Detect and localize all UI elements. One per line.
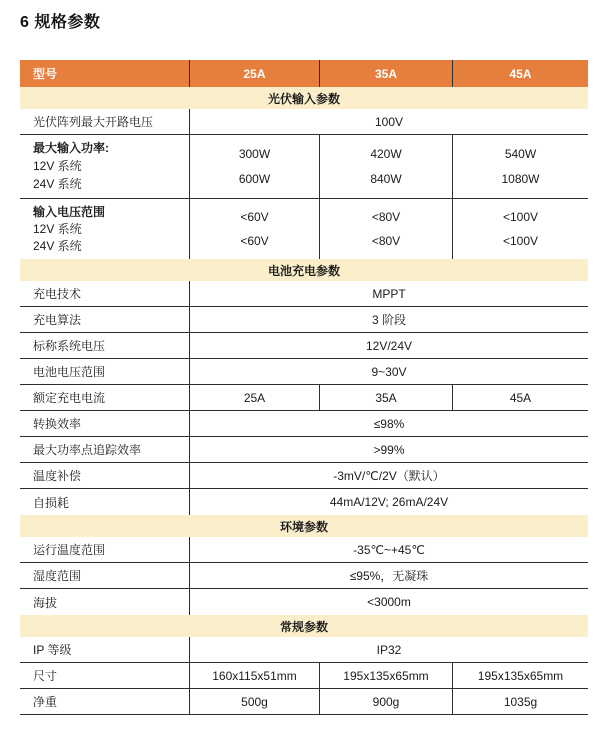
value-24v: 840W bbox=[370, 172, 402, 187]
section-band-general: 常规参数 bbox=[20, 615, 588, 637]
row-label: 充电算法 bbox=[20, 307, 190, 332]
row-value: MPPT bbox=[372, 286, 406, 301]
row-label: 标称系统电压 bbox=[20, 333, 190, 358]
row-label: 输入电压范围 bbox=[33, 205, 106, 219]
row-dimensions bbox=[20, 663, 588, 689]
row-value-45a: 1035g bbox=[503, 694, 538, 709]
row-value-35a: 900g bbox=[320, 689, 453, 714]
row-sublabel-24v: 24V 系统 bbox=[33, 177, 82, 191]
row-value: 100V bbox=[374, 114, 404, 129]
row-altitude bbox=[20, 589, 588, 615]
value-12v: 300W bbox=[238, 146, 271, 161]
value-24v: 1080W bbox=[501, 172, 540, 187]
row-value: IP32 bbox=[376, 642, 402, 657]
row-value: 9~30V bbox=[371, 364, 407, 379]
row-pv-max-open-circuit-voltage bbox=[20, 109, 588, 135]
row-battery-voltage-range bbox=[20, 359, 588, 385]
row-value-25a: 25A bbox=[190, 385, 320, 410]
row-values-45a bbox=[453, 135, 588, 198]
section-band-pv-input: 光伏输入参数 bbox=[20, 87, 588, 109]
row-label: 温度补偿 bbox=[20, 463, 190, 488]
row-value: ≤98% bbox=[373, 416, 405, 431]
row-value: -35℃~+45℃ bbox=[353, 542, 425, 557]
row-nominal-system-voltage bbox=[20, 333, 588, 359]
row-self-consumption bbox=[20, 489, 588, 515]
value-12v: 420W bbox=[370, 146, 402, 161]
row-charging-algorithm bbox=[20, 307, 588, 333]
section-band-environment: 环境参数 bbox=[20, 515, 588, 537]
row-ip-rating bbox=[20, 637, 588, 663]
row-input-voltage-range bbox=[20, 199, 588, 259]
value-24v: 600W bbox=[238, 172, 271, 187]
row-humidity-range bbox=[20, 563, 588, 589]
row-label: 转换效率 bbox=[20, 411, 190, 436]
row-label: 充电技术 bbox=[20, 281, 190, 306]
header-model-label: 型号 bbox=[20, 60, 190, 87]
spec-table bbox=[20, 60, 588, 715]
row-values-35a bbox=[320, 199, 453, 259]
row-label-group bbox=[20, 199, 190, 259]
row-sublabel-24v: 24V 系统 bbox=[33, 239, 82, 253]
row-rated-charging-current bbox=[20, 385, 588, 411]
row-values-45a bbox=[453, 199, 588, 259]
row-label: 湿度范围 bbox=[20, 563, 190, 588]
value-12v: <100V bbox=[502, 209, 539, 224]
row-label: IP 等级 bbox=[20, 637, 190, 662]
row-value-45a: 195x135x65mm bbox=[477, 668, 564, 683]
row-charging-technology bbox=[20, 281, 588, 307]
row-label: 最大功率点追踪效率 bbox=[20, 437, 190, 462]
row-operating-temperature-range bbox=[20, 537, 588, 563]
row-value: 3 阶段 bbox=[371, 313, 406, 327]
row-label: 尺寸 bbox=[20, 663, 190, 688]
row-values-25a bbox=[190, 135, 320, 198]
value-12v: <60V bbox=[240, 209, 269, 224]
row-label-group bbox=[20, 135, 190, 198]
row-value-25a: 500g bbox=[190, 689, 320, 714]
header-col-45a: 45A bbox=[509, 66, 532, 81]
row-sublabel-12v: 12V 系统 bbox=[33, 159, 82, 173]
row-conversion-efficiency bbox=[20, 411, 588, 437]
row-value: <3000m bbox=[367, 595, 411, 609]
row-value: -3mV/℃/2V（默认） bbox=[333, 469, 445, 483]
section-band-battery-charging: 电池充电参数 bbox=[20, 259, 588, 281]
row-label: 电池电压范围 bbox=[20, 359, 190, 384]
header-col-25a: 25A bbox=[190, 60, 320, 87]
row-value: 12V/24V bbox=[365, 338, 413, 353]
row-value: 44mA/12V; 26mA/24V bbox=[329, 495, 449, 509]
row-mppt-tracking-efficiency bbox=[20, 437, 588, 463]
row-label: 光伏阵列最大开路电压 bbox=[20, 109, 190, 134]
row-label: 额定充电电流 bbox=[20, 385, 190, 410]
row-max-input-power bbox=[20, 135, 588, 199]
row-label: 自损耗 bbox=[20, 489, 190, 515]
row-sublabel-12v: 12V 系统 bbox=[33, 222, 82, 236]
table-header-row bbox=[20, 60, 588, 87]
value-24v: <80V bbox=[371, 234, 401, 249]
value-24v: <60V bbox=[240, 234, 269, 249]
row-value-45a: 45A bbox=[509, 390, 532, 405]
row-values-35a bbox=[320, 135, 453, 198]
row-label: 运行温度范围 bbox=[20, 537, 190, 562]
row-temperature-compensation bbox=[20, 463, 588, 489]
row-label: 海拔 bbox=[20, 589, 190, 615]
page-title: 6 规格参数 bbox=[20, 14, 101, 31]
row-net-weight bbox=[20, 689, 588, 715]
value-12v: 540W bbox=[504, 146, 537, 161]
row-value-25a: 160x115x51mm bbox=[190, 663, 320, 688]
row-value: >99% bbox=[373, 442, 405, 457]
row-value-35a: 35A bbox=[320, 385, 453, 410]
row-value-35a: 195x135x65mm bbox=[320, 663, 453, 688]
header-col-35a: 35A bbox=[320, 60, 453, 87]
row-label: 净重 bbox=[20, 689, 190, 714]
row-value: ≤95%，无凝珠 bbox=[349, 569, 429, 583]
value-24v: <100V bbox=[502, 234, 539, 249]
row-values-25a bbox=[190, 199, 320, 259]
value-12v: <80V bbox=[371, 209, 401, 224]
row-label: 最大输入功率: bbox=[33, 141, 109, 155]
